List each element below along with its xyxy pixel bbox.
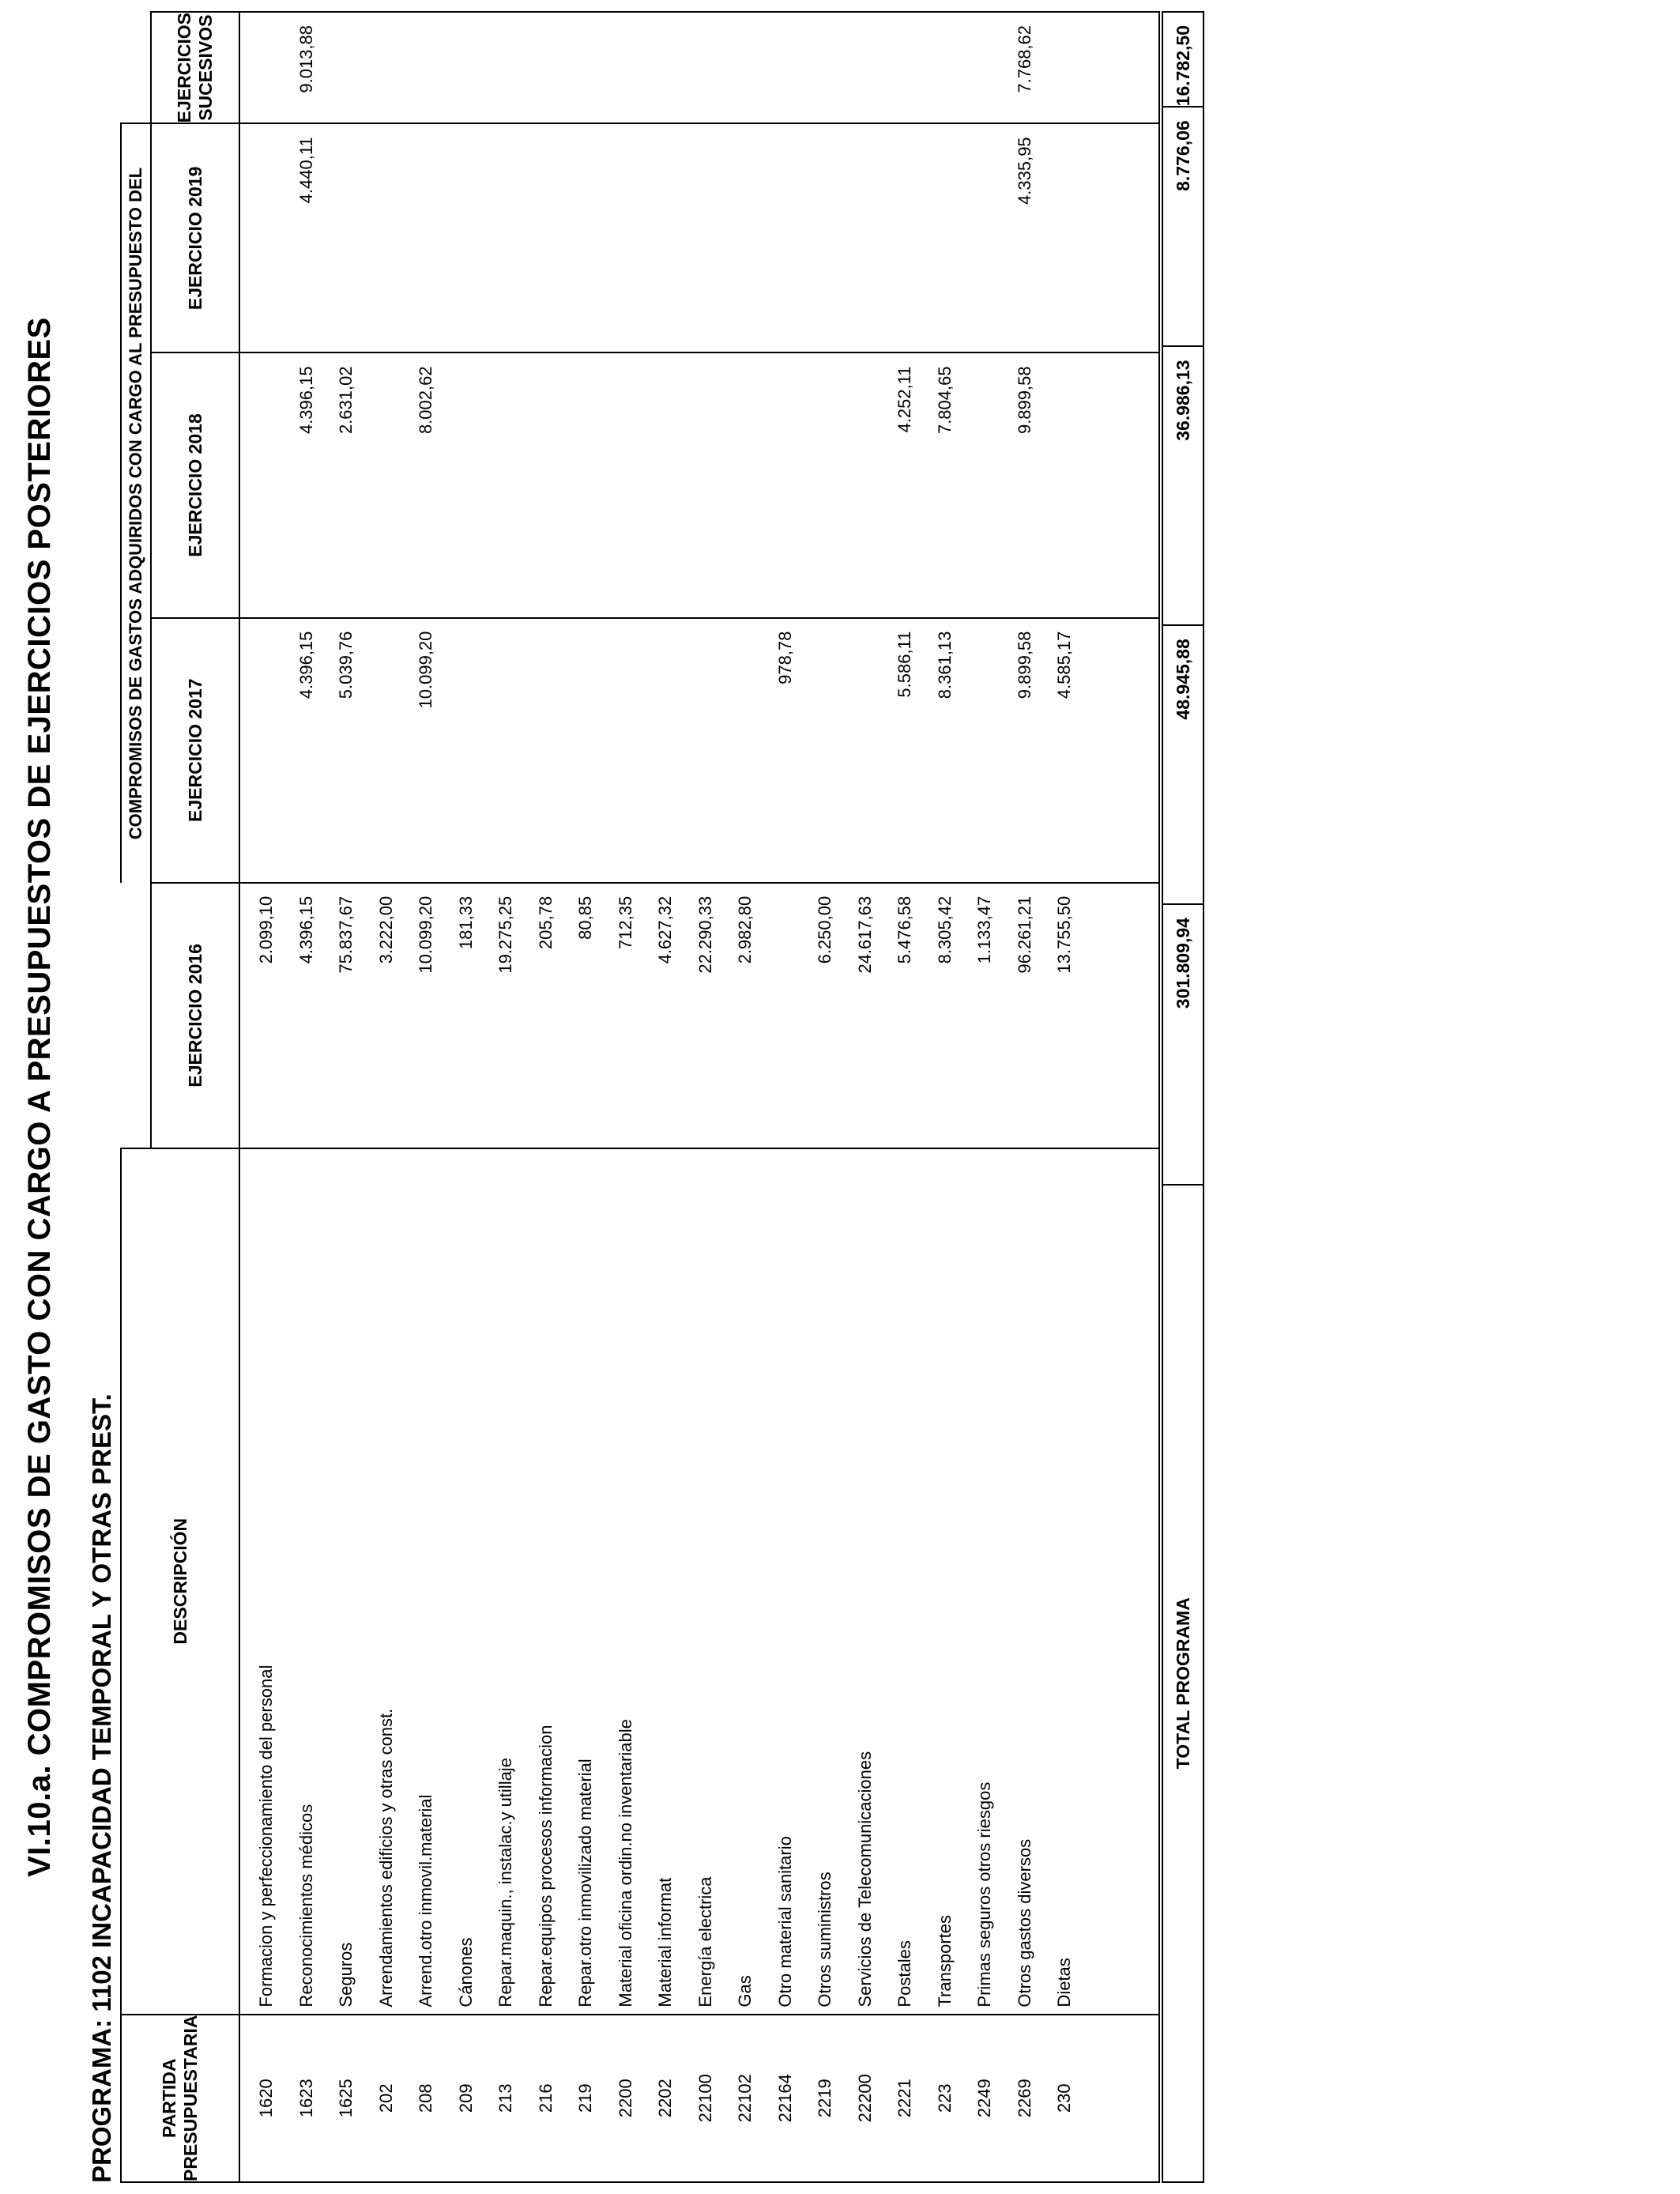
value-2017: 8.361,13 <box>934 631 955 699</box>
value-2016: 4.396,15 <box>296 895 316 964</box>
value-sucesivos <box>885 25 925 123</box>
column-2018 <box>239 352 1159 617</box>
partida-header-line2: PRESUPUESTARIA <box>180 2015 201 2181</box>
value-2019 <box>446 137 487 352</box>
partida-column <box>239 2015 1159 2182</box>
value-2018 <box>486 366 526 616</box>
descripcion-text: Arrend.otro inmovil.material <box>416 1794 435 2007</box>
value-2016: 2.982,80 <box>735 895 755 964</box>
total-2019: 8.776,06 <box>1162 107 1203 346</box>
descripcion-text: Material oficina ordin.no inventariable <box>615 1719 635 2007</box>
descripcion-text: Otros suministros <box>815 1872 834 2007</box>
value-sucesivos <box>446 25 487 123</box>
partida-code: 2202 <box>655 2079 675 2118</box>
year-header-2016: EJERCICIO 2016 <box>151 883 239 1148</box>
descripcion-text: Cánones <box>455 1937 476 2007</box>
partida-code: 230 <box>1054 2083 1074 2113</box>
value-2016: 8.305,42 <box>934 895 955 964</box>
value-2018 <box>526 366 567 616</box>
partida-code: 22164 <box>774 2074 795 2123</box>
partida-code: 2249 <box>974 2079 994 2118</box>
header-row-group <box>121 12 151 2182</box>
value-2016: 2.099,10 <box>256 895 276 964</box>
value-2019 <box>566 137 606 352</box>
value-2016: 1.133,47 <box>974 895 994 964</box>
partida-header <box>121 2015 239 2182</box>
value-sucesivos <box>406 25 446 123</box>
descripcion-text: Postales <box>895 1940 914 2007</box>
value-2019 <box>725 137 766 352</box>
total-2016: 301.809,94 <box>1162 904 1203 1184</box>
value-2019: 4.335,95 <box>1014 137 1034 205</box>
total-2017: 48.945,88 <box>1162 625 1203 904</box>
value-2019 <box>367 137 407 352</box>
value-2018 <box>646 366 686 616</box>
value-2019 <box>846 137 886 352</box>
partida-code: 1620 <box>256 2079 276 2118</box>
descripcion-text: Reconocimientos médicos <box>296 1804 316 2007</box>
value-2016: 5.476,58 <box>895 895 914 964</box>
value-2018 <box>965 366 1005 616</box>
commitments-table <box>120 11 1160 2183</box>
value-sucesivos <box>326 25 367 123</box>
partida-header-line1: PARTIDA <box>159 2058 179 2139</box>
descripcion-text: Energía electrica <box>695 1876 715 2007</box>
value-2019 <box>326 137 367 352</box>
value-2017 <box>446 631 487 882</box>
column-2019 <box>239 123 1159 352</box>
value-2017 <box>805 631 846 882</box>
total-sucesivos: 16.782,50 <box>1162 12 1203 107</box>
value-2017 <box>846 631 886 882</box>
partida-code: 213 <box>495 2083 515 2113</box>
value-2016: 19.275,25 <box>495 895 515 974</box>
total-2018: 36.986,13 <box>1162 346 1203 625</box>
partida-code: 216 <box>535 2083 556 2113</box>
descripcion-text: Material informat <box>655 1877 675 2007</box>
column-2017 <box>239 618 1159 883</box>
partida-code: 22200 <box>854 2074 875 2123</box>
value-2019 <box>766 137 806 352</box>
descripcion-text: Formacion y perfeccionamiento del personal <box>256 1664 276 2007</box>
value-2018 <box>686 366 726 616</box>
value-sucesivos <box>965 25 1005 123</box>
descripcion-text: Servicios de Telecomunicaciones <box>854 1751 875 2007</box>
value-2019 <box>486 137 526 352</box>
value-2019 <box>406 137 446 352</box>
partida-code: 202 <box>375 2083 396 2113</box>
value-sucesivos <box>526 25 567 123</box>
column-sucesivos <box>239 12 1159 123</box>
value-2017: 4.396,15 <box>296 631 316 699</box>
value-2018: 7.804,65 <box>934 366 955 435</box>
partida-code: 219 <box>575 2083 595 2113</box>
value-2017: 5.039,76 <box>336 631 356 699</box>
value-2016: 22.290,33 <box>695 895 715 974</box>
value-2017: 9.899,58 <box>1014 631 1034 699</box>
year-header-2017: EJERCICIO 2017 <box>151 618 239 883</box>
value-2017 <box>566 631 606 882</box>
value-2018 <box>606 366 646 616</box>
value-2018 <box>367 366 407 616</box>
value-sucesivos <box>725 25 766 123</box>
value-2017 <box>606 631 646 882</box>
body-row <box>239 12 1159 2182</box>
value-sucesivos <box>925 25 966 123</box>
descripcion-text: Otro material sanitario <box>774 1836 795 2007</box>
value-sucesivos <box>367 25 407 123</box>
value-2017 <box>247 631 287 882</box>
value-sucesivos: 7.768,62 <box>1014 25 1034 93</box>
value-sucesivos <box>686 25 726 123</box>
value-2018: 2.631,02 <box>336 366 356 435</box>
value-2018 <box>725 366 766 616</box>
year-header-2019: EJERCICIO 2019 <box>151 123 239 352</box>
value-2018: 4.396,15 <box>296 366 316 435</box>
value-2017: 978,78 <box>774 631 795 684</box>
total-table <box>1162 11 1204 2183</box>
descripcion-text: Repar.maquin., instalac.y utillaje <box>495 1758 515 2007</box>
value-sucesivos <box>646 25 686 123</box>
value-2017 <box>965 631 1005 882</box>
descripcion-text: Otros gastos diversos <box>1014 1838 1034 2007</box>
value-2016: 205,78 <box>535 895 556 950</box>
value-2016 <box>766 896 806 1148</box>
partida-code: 223 <box>934 2083 955 2113</box>
document-title: VI.10.a. COMPROMISOS DE GASTO CON CARGO A PRESUPUESTOS DE EJERCICIOS POSTERIORES <box>22 317 57 1877</box>
value-2016: 181,33 <box>455 895 476 950</box>
value-sucesivos <box>486 25 526 123</box>
group-header: COMPROMISOS DE GASTOS ADQUIRIDOS CON CARGO AL PRESUPUESTO DEL <box>121 123 151 882</box>
value-2017: 5.586,11 <box>895 631 914 698</box>
value-sucesivos <box>846 25 886 123</box>
programa-heading: PROGRAMA: 1102 INCAPACIDAD TEMPORAL Y OTRAS PREST. <box>87 1393 116 2183</box>
partida-code: 2221 <box>895 2079 914 2118</box>
value-2019 <box>646 137 686 352</box>
descripcion-text: Dietas <box>1054 1958 1074 2007</box>
partida-code: 1623 <box>296 2079 316 2118</box>
value-2017 <box>367 631 407 882</box>
descripcion-text: Repar.otro inmovilizado material <box>575 1759 595 2007</box>
value-2018: 4.252,11 <box>895 366 914 433</box>
value-2018 <box>247 366 287 616</box>
value-sucesivos: 9.013,88 <box>296 25 316 93</box>
value-2016: 75.837,67 <box>336 895 356 974</box>
value-2019 <box>805 137 846 352</box>
value-2017 <box>646 631 686 882</box>
value-2016: 13.755,50 <box>1054 895 1074 974</box>
value-2017: 10.099,20 <box>416 631 435 709</box>
partida-code: 208 <box>416 2083 435 2113</box>
partida-code: 2219 <box>815 2079 834 2118</box>
value-2018 <box>446 366 487 616</box>
descripcion-text: Transportes <box>934 1914 955 2007</box>
value-2017 <box>486 631 526 882</box>
value-2019 <box>526 137 567 352</box>
value-2016: 6.250,00 <box>815 895 834 964</box>
value-sucesivos <box>247 25 287 123</box>
year-header-sucesivos: EJERCICIOS SUCESIVOS <box>151 12 239 123</box>
value-sucesivos <box>1045 25 1085 123</box>
partida-code: 209 <box>455 2083 476 2113</box>
value-2018 <box>1045 366 1085 616</box>
descripcion-column <box>239 1148 1159 2015</box>
value-2018 <box>846 366 886 616</box>
value-2016: 24.617,63 <box>854 895 875 974</box>
value-2019 <box>1045 137 1085 352</box>
value-2019 <box>686 137 726 352</box>
value-2018 <box>766 366 806 616</box>
value-2017: 4.585,17 <box>1054 631 1074 699</box>
partida-code: 22102 <box>735 2074 755 2123</box>
value-2019 <box>925 137 966 352</box>
total-row <box>1162 12 1203 2182</box>
value-sucesivos <box>766 25 806 123</box>
value-2019 <box>606 137 646 352</box>
descripcion-text: Repar.equipos procesos informacion <box>535 1725 556 2007</box>
column-2016 <box>239 883 1159 1148</box>
value-2019 <box>885 137 925 352</box>
descripcion-header: DESCRIPCIÓN <box>121 1148 239 2015</box>
value-2019: 4.440,11 <box>296 137 316 204</box>
value-2016: 4.627,32 <box>655 895 675 964</box>
value-2018 <box>805 366 846 616</box>
value-sucesivos <box>606 25 646 123</box>
value-2017 <box>725 631 766 882</box>
partida-code: 1625 <box>336 2079 356 2118</box>
value-2016: 3.222,00 <box>375 895 396 964</box>
value-2018 <box>566 366 606 616</box>
value-2016: 10.099,20 <box>416 895 435 974</box>
partida-code: 2269 <box>1014 2079 1034 2118</box>
partida-code: 22100 <box>695 2074 715 2123</box>
year-header-2018: EJERCICIO 2018 <box>151 352 239 617</box>
value-sucesivos <box>566 25 606 123</box>
value-sucesivos <box>805 25 846 123</box>
descripcion-text: Gas <box>735 1975 755 2007</box>
value-2016: 96.261,21 <box>1014 895 1034 974</box>
value-2016: 80,85 <box>575 895 595 940</box>
value-2017 <box>686 631 726 882</box>
value-2019 <box>965 137 1005 352</box>
descripcion-text: Arrendamientos edificios y otras const. <box>375 1708 396 2007</box>
descripcion-text: Primas seguros otros riesgos <box>974 1781 994 2007</box>
value-2017 <box>526 631 567 882</box>
partida-code: 2200 <box>615 2079 635 2118</box>
total-label: TOTAL PROGRAMA <box>1162 1185 1203 2182</box>
value-2018: 8.002,62 <box>416 366 435 435</box>
value-2018: 9.899,58 <box>1014 366 1034 435</box>
value-2016: 712,35 <box>615 895 635 950</box>
descripcion-text: Seguros <box>336 1942 356 2007</box>
value-2019 <box>247 137 287 352</box>
